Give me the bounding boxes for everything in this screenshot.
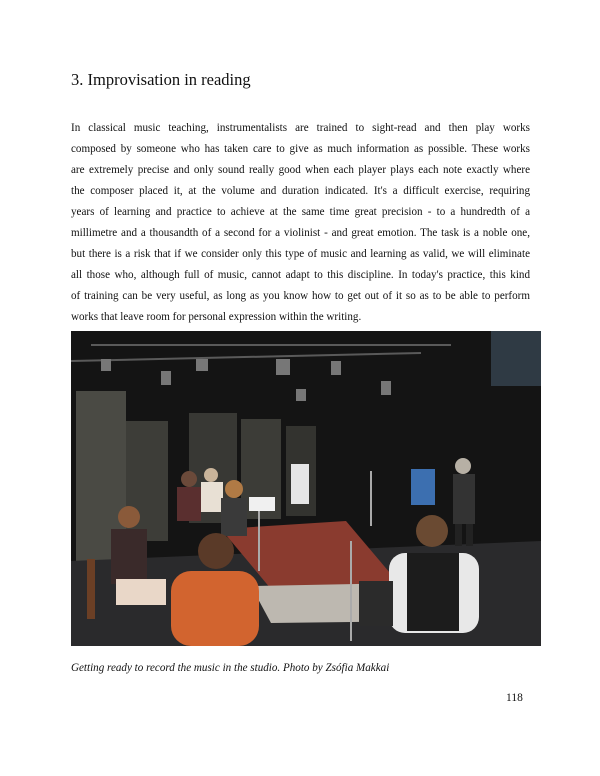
studio-photo (71, 331, 541, 646)
paragraph-line: the composer placed it, at the volume and duration indicated. It's a difficult exercise, requiring (71, 185, 530, 197)
screen (411, 469, 435, 505)
paragraph-line: are extremely precise and only sound really good when each player plays each note exactly where (71, 164, 530, 176)
paragraph-line: but there is a risk that if we consider only this type of music and learning as valid, we will eliminate (71, 248, 530, 260)
paragraph-line: In classical music teaching, instrumentalists are trained to sight-read and then play works (71, 122, 530, 134)
figure-caption: Getting ready to record the music in the studio. Photo by Zsófia Makkai (71, 662, 390, 674)
body-paragraph (71, 118, 530, 328)
paragraph-line: all those who, although full of music, cannot adapt to this discipline. In today's practice, this kind (71, 269, 530, 281)
section-heading: 3. Improvisation in reading (71, 70, 251, 89)
sheet-music (249, 497, 275, 511)
window (491, 331, 541, 386)
paragraph-line: composed by someone who has taken care to give as much information as possible. These works (71, 143, 530, 155)
paragraph-line: millimetre and a thousandth of a second for a violinist - and great emotion. The task is a noble one, (71, 227, 530, 239)
paragraph-line: years of learning and practice to achieve at the same time great precision - to a hundredth of a (71, 206, 530, 218)
paragraph-line: works that leave room for personal expression within the writing. (71, 311, 362, 323)
studio-photo-illustration (71, 331, 541, 646)
banner (291, 464, 309, 504)
paragraph-line: of training can be very useful, as long as you know how to get out of it so as to be able to perform (71, 290, 530, 302)
page-number: 118 (506, 692, 523, 704)
